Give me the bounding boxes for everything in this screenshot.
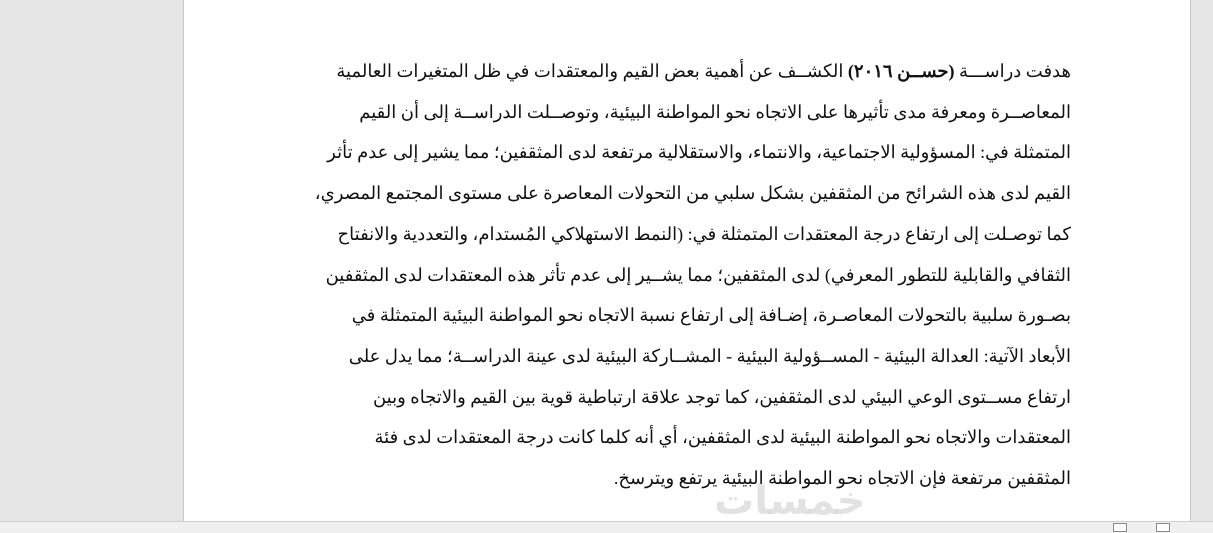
paragraph-line: ارتفاع مســتوى الوعي البيئي لدى المثقفين، كما توجد علاقة ارتباطية قوية بين القيم والاتجاه وبين xyxy=(372,386,1071,407)
paragraph-line: هدفت دراســـة (حســن ٢٠١٦) الكشــف عن أهمية بعض القيم والمعتقدات في ظل المتغيرات العالمية xyxy=(336,61,1071,81)
paragraph-line: المعتقدات والاتجاه نحو المواطنة البيئية لدى المثقفين، أي أنه كلما كانت درجة المعتقدات لدى فئة xyxy=(374,427,1071,448)
site-watermark: خمسات xyxy=(714,478,866,521)
body-paragraph[interactable] xyxy=(303,51,1071,499)
paragraph-line: المتمثلة في: المسؤولية الاجتماعية، والانتماء، والاستقلالية مرتفعة لدى المثقفين؛ مما يشير إلى عدم تأثر xyxy=(327,142,1071,163)
paragraph-line: الأبعاد الآتية: العدالة البيئية - المســؤولية البيئية - المشــاركة البيئية لدى عينة الدراســة؛ مما يدل على xyxy=(348,345,1071,366)
paragraph-line: المثقفين مرتفعة فإن الاتجاه نحو المواطنة البيئية يرتفع ويترسخ. xyxy=(613,468,1071,489)
document-page[interactable] xyxy=(183,0,1191,521)
citation-bold: (حســن ٢٠١٦) xyxy=(847,61,955,81)
paragraph-line: بصـورة سلبية بالتحولات المعاصـرة، إضـافة إلى ارتفاع نسبة الاتجاه نحو المواطنة البيئية المتمثلة في xyxy=(351,305,1071,326)
paragraph-line: الثقافي والقابلية للتطور المعرفي) لدى المثقفين؛ مما يشــير إلى عدم تأثر هذه المعتقدات لدى المثقفين xyxy=(325,264,1071,285)
paragraph-line: المعاصــرة ومعرفة مدى تأثيرها على الاتجاه نحو المواطنة البيئية، وتوصــلت الدراســة إلى أن القيم xyxy=(359,101,1071,122)
paragraph-line: كما توصـلت إلى ارتفاع درجة المعتقدات المتمثلة في: (النمط الاستهلاكي المُستدام، والتعددية والانفتاح xyxy=(337,223,1071,244)
status-bar xyxy=(0,521,1213,533)
web-layout-view-icon[interactable] xyxy=(1156,523,1170,532)
paragraph-line: القيم لدى هذه الشرائح من المثقفين بشكل سلبي من التحولات المعاصرة على مستوى المجتمع المصري، xyxy=(314,183,1071,204)
print-layout-view-icon[interactable] xyxy=(1113,523,1127,532)
